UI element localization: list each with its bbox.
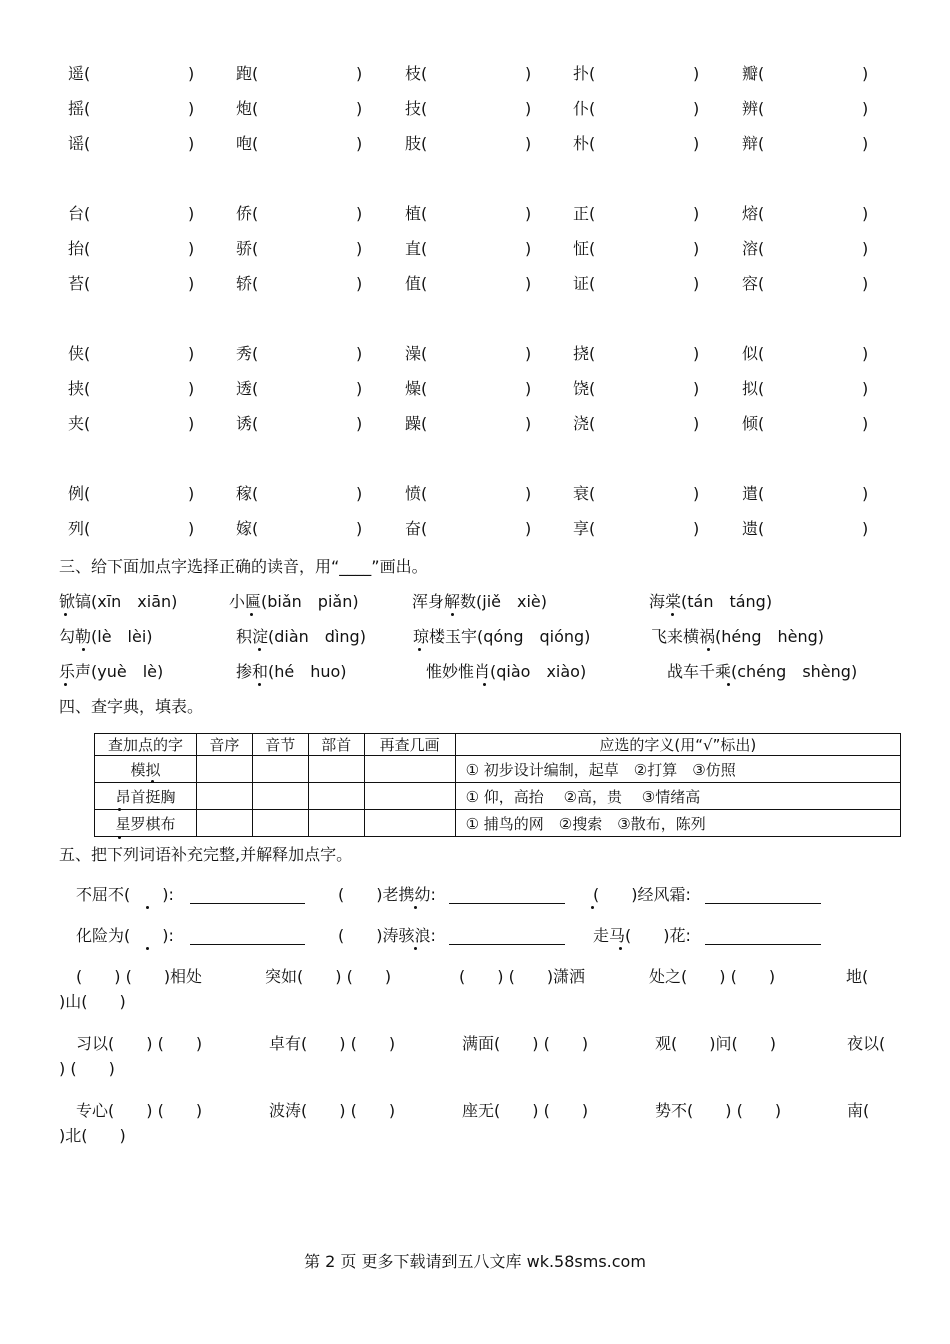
paren-close: ) [356,134,363,153]
char-blank[interactable]: 仆( [573,99,596,118]
paren-close: ) [356,99,363,118]
paren-close: ) [693,99,700,118]
char-blank[interactable]: 遣( [742,484,765,503]
paren-close: ) [188,134,195,153]
emphasis-dot [151,780,154,783]
paren-close: ) [693,274,700,293]
paren-close: ) [862,64,869,83]
paren-close: ) [188,344,195,363]
idiom-item: ) ( ) [59,1059,115,1078]
paren-close: ) [356,274,363,293]
idiom-item: 不屈不( ): [76,885,174,904]
char-blank[interactable]: 技( [405,99,428,118]
table-options-cell: ① 仰，高抬 ②高，贵 ③情绪高 [455,783,900,810]
paren-close: ) [862,484,869,503]
paren-close: ) [525,274,532,293]
pinyin-item: 海棠(tán táng) [649,592,773,611]
char-blank[interactable]: 侨( [236,204,259,223]
char-blank[interactable]: 挟( [68,379,91,398]
char-blank[interactable]: 骄( [236,239,259,258]
idiom-item: )山( ) [59,992,126,1011]
emphasis-dot [64,683,67,686]
char-blank[interactable]: 熔( [742,204,765,223]
paren-close: ) [525,64,532,83]
paren-close: ) [693,344,700,363]
char-blank[interactable]: 遥( [68,64,91,83]
table-input-cell[interactable] [364,810,455,837]
paren-close: ) [693,519,700,538]
idiom-item: 地( [846,967,869,986]
paren-close: ) [693,414,700,433]
char-blank[interactable]: 侠( [68,344,91,363]
char-blank[interactable]: 秀( [236,344,259,363]
char-blank[interactable]: 似( [742,344,765,363]
table-header: 应选的字义(用“√”标出) [455,734,900,756]
char-blank[interactable]: 直( [405,239,428,258]
emphasis-dot [414,947,417,950]
char-blank[interactable]: 辨( [742,99,765,118]
paren-close: ) [188,64,195,83]
idiom-item: ( )老携幼: [338,885,436,904]
char-blank[interactable]: 浇( [573,414,596,433]
paren-close: ) [862,274,869,293]
paren-close: ) [356,414,363,433]
emphasis-dot [146,947,149,950]
paren-close: ) [862,239,869,258]
char-blank[interactable]: 苔( [68,274,91,293]
char-blank[interactable]: 怔( [573,239,596,258]
idiom-item: ( ) ( )相处 [76,967,203,986]
char-blank[interactable]: 咆( [236,134,259,153]
paren-close: ) [693,484,700,503]
emphasis-dot [727,683,730,686]
answer-line[interactable] [190,903,305,904]
paren-close: ) [525,519,532,538]
paren-close: ) [862,519,869,538]
pinyin-item: 战车千乘(chéng shèng) [667,662,858,681]
pinyin-item: 掺和(hé huo) [236,662,347,681]
char-blank[interactable]: 轿( [236,274,259,293]
paren-close: ) [356,519,363,538]
char-blank[interactable]: 例( [68,484,91,503]
char-blank[interactable]: 抬( [68,239,91,258]
idiom-item: 波涛( ) ( ) [269,1101,396,1120]
emphasis-dot [414,906,417,909]
paren-close: ) [356,204,363,223]
char-blank[interactable]: 稼( [236,484,259,503]
char-blank[interactable]: 植( [405,204,428,223]
idiom-item: ( )涛骇浪: [338,926,436,945]
table-input-cell[interactable] [364,783,455,810]
paren-close: ) [862,99,869,118]
table-input-cell[interactable] [196,756,252,783]
table-options-cell: ① 捕鸟的网 ②搜索 ③散布，陈列 [455,810,900,837]
pinyin-item: 琼楼玉宇(qóng qióng) [413,627,591,646]
pinyin-item: 锨镐(xīn xiān) [59,592,178,611]
idiom-item: 观( )问( ) [655,1034,776,1053]
emphasis-dot [118,808,121,811]
table-row [95,783,901,810]
idiom-item: 专心( ) ( ) [76,1101,203,1120]
char-blank[interactable]: 溶( [742,239,765,258]
paren-close: ) [188,519,195,538]
char-blank[interactable]: 挠( [573,344,596,363]
pinyin-item: 积淀(diàn dìng) [236,627,366,646]
emphasis-dot [258,683,261,686]
char-blank[interactable]: 扑( [573,64,596,83]
answer-line[interactable] [449,903,565,904]
char-blank[interactable]: 拟( [742,379,765,398]
paren-close: ) [356,344,363,363]
idiom-item: ( ) ( )潇洒 [459,967,586,986]
paren-close: ) [693,204,700,223]
char-blank[interactable]: 炮( [236,99,259,118]
pinyin-item: 勾勒(lè lèi) [59,627,153,646]
paren-close: ) [188,204,195,223]
paren-close: ) [525,344,532,363]
paren-close: ) [862,204,869,223]
paren-close: ) [525,99,532,118]
page-footer: 第 2 页 更多下载请到五八文库 wk.58sms.com [304,1252,646,1271]
paren-close: ) [188,379,195,398]
char-blank[interactable]: 遗( [742,519,765,538]
idiom-item: 满面( ) ( ) [462,1034,589,1053]
char-blank[interactable]: 诱( [236,414,259,433]
table-header: 部首 [308,734,364,756]
char-blank[interactable]: 摇( [68,99,91,118]
table-input-cell[interactable] [252,756,308,783]
paren-close: ) [525,134,532,153]
idiom-item: 习以( ) ( ) [76,1034,203,1053]
emphasis-dot [671,613,674,616]
table-input-cell[interactable] [196,783,252,810]
emphasis-dot [619,947,622,950]
table-input-cell[interactable] [252,783,308,810]
pinyin-item: 乐声(yuè lè) [59,662,164,681]
idiom-item: 座无( ) ( ) [462,1101,589,1120]
table-input-cell[interactable] [308,810,364,837]
table-header: 音节 [252,734,308,756]
paren-close: ) [188,414,195,433]
paren-close: ) [525,484,532,503]
emphasis-dot [258,648,261,651]
pinyin-item: 飞来横祸(héng hèng) [651,627,825,646]
table-header: 再查几画 [364,734,455,756]
char-blank[interactable]: 躁( [405,414,428,433]
pinyin-item: 惟妙惟肖(qiào xiào) [426,662,587,681]
paren-close: ) [862,344,869,363]
pinyin-item: 浑身解数(jiě xiè) [412,592,547,611]
paren-close: ) [188,99,195,118]
answer-line[interactable] [705,944,821,945]
emphasis-dot [591,906,594,909]
paren-close: ) [188,484,195,503]
table-header: 音序 [196,734,252,756]
emphasis-dot [146,906,149,909]
idiom-item: 处之( ) ( ) [649,967,776,986]
table-input-cell[interactable] [308,756,364,783]
idiom-item: 走马( )花: [593,926,691,945]
section5-heading: 五、把下列词语补充完整,并解释加点字。 [59,845,353,864]
table-header: 查加点的字 [95,734,197,756]
idiom-item: 突如( ) ( ) [265,967,392,986]
char-blank[interactable]: 嫁( [236,519,259,538]
table-input-cell[interactable] [308,783,364,810]
table-word-cell: 星罗棋布 [95,810,197,837]
paren-close: ) [188,239,195,258]
emphasis-dot [250,613,253,616]
char-blank[interactable]: 值( [405,274,428,293]
table-options-cell: ① 初步设计编制，起草 ②打算 ③仿照 [455,756,900,783]
char-blank[interactable]: 夹( [68,414,91,433]
paren-close: ) [525,239,532,258]
idiom-item: )北( ) [59,1126,126,1145]
emphasis-dot [82,648,85,651]
table-row [95,756,901,783]
idiom-item: 夜以( [847,1034,886,1053]
idiom-item: ( )经风霜: [593,885,691,904]
paren-close: ) [356,484,363,503]
idiom-item: 势不( ) ( ) [655,1101,782,1120]
table-row [95,810,901,837]
char-blank[interactable]: 衰( [573,484,596,503]
char-blank[interactable]: 辩( [742,134,765,153]
paren-close: ) [525,204,532,223]
emphasis-dot [64,613,67,616]
idiom-item: 卓有( ) ( ) [269,1034,396,1053]
paren-close: ) [356,239,363,258]
paren-close: ) [862,379,869,398]
char-blank[interactable]: 容( [742,274,765,293]
table-header-row [95,734,901,756]
char-blank[interactable]: 享( [573,519,596,538]
answer-line[interactable] [190,944,305,945]
char-blank[interactable]: 跑( [236,64,259,83]
paren-close: ) [862,414,869,433]
table-word-cell: 模拟 [95,756,197,783]
pinyin-item: 小匾(biǎn piǎn) [229,592,359,611]
paren-close: ) [693,64,700,83]
char-blank[interactable]: 瓣( [742,64,765,83]
paren-close: ) [525,379,532,398]
char-blank[interactable]: 谣( [68,134,91,153]
char-blank[interactable]: 澡( [405,344,428,363]
char-blank[interactable]: 正( [573,204,596,223]
paren-close: ) [525,414,532,433]
answer-line[interactable] [449,944,565,945]
char-blank[interactable]: 台( [68,204,91,223]
paren-close: ) [188,274,195,293]
char-blank[interactable]: 列( [68,519,91,538]
char-blank[interactable]: 透( [236,379,259,398]
emphasis-dot [418,648,421,651]
table-input-cell[interactable] [364,756,455,783]
emphasis-dot [118,836,121,839]
char-blank[interactable]: 奋( [405,519,428,538]
char-blank[interactable]: 燥( [405,379,428,398]
char-blank[interactable]: 愤( [405,484,428,503]
dictionary-table [94,733,901,837]
char-blank[interactable]: 饶( [573,379,596,398]
emphasis-dot [451,613,454,616]
answer-line[interactable] [705,903,821,904]
section3-heading: 三、给下面加点字选择正确的读音，用“____”画出。 [59,557,428,576]
char-blank[interactable]: 朴( [573,134,596,153]
idiom-item: 南( [847,1101,870,1120]
char-blank[interactable]: 枝( [405,64,428,83]
idiom-item: 化险为( ): [76,926,174,945]
paren-close: ) [862,134,869,153]
paren-close: ) [693,134,700,153]
paren-close: ) [356,379,363,398]
emphasis-dot [483,683,486,686]
emphasis-dot [707,648,710,651]
table-word-cell: 昂首挺胸 [95,783,197,810]
paren-close: ) [693,379,700,398]
char-blank[interactable]: 肢( [405,134,428,153]
char-blank[interactable]: 倾( [742,414,765,433]
table-input-cell[interactable] [196,810,252,837]
section4-heading: 四、查字典，填表。 [59,697,204,716]
paren-close: ) [356,64,363,83]
char-blank[interactable]: 证( [573,274,596,293]
table-input-cell[interactable] [252,810,308,837]
paren-close: ) [693,239,700,258]
